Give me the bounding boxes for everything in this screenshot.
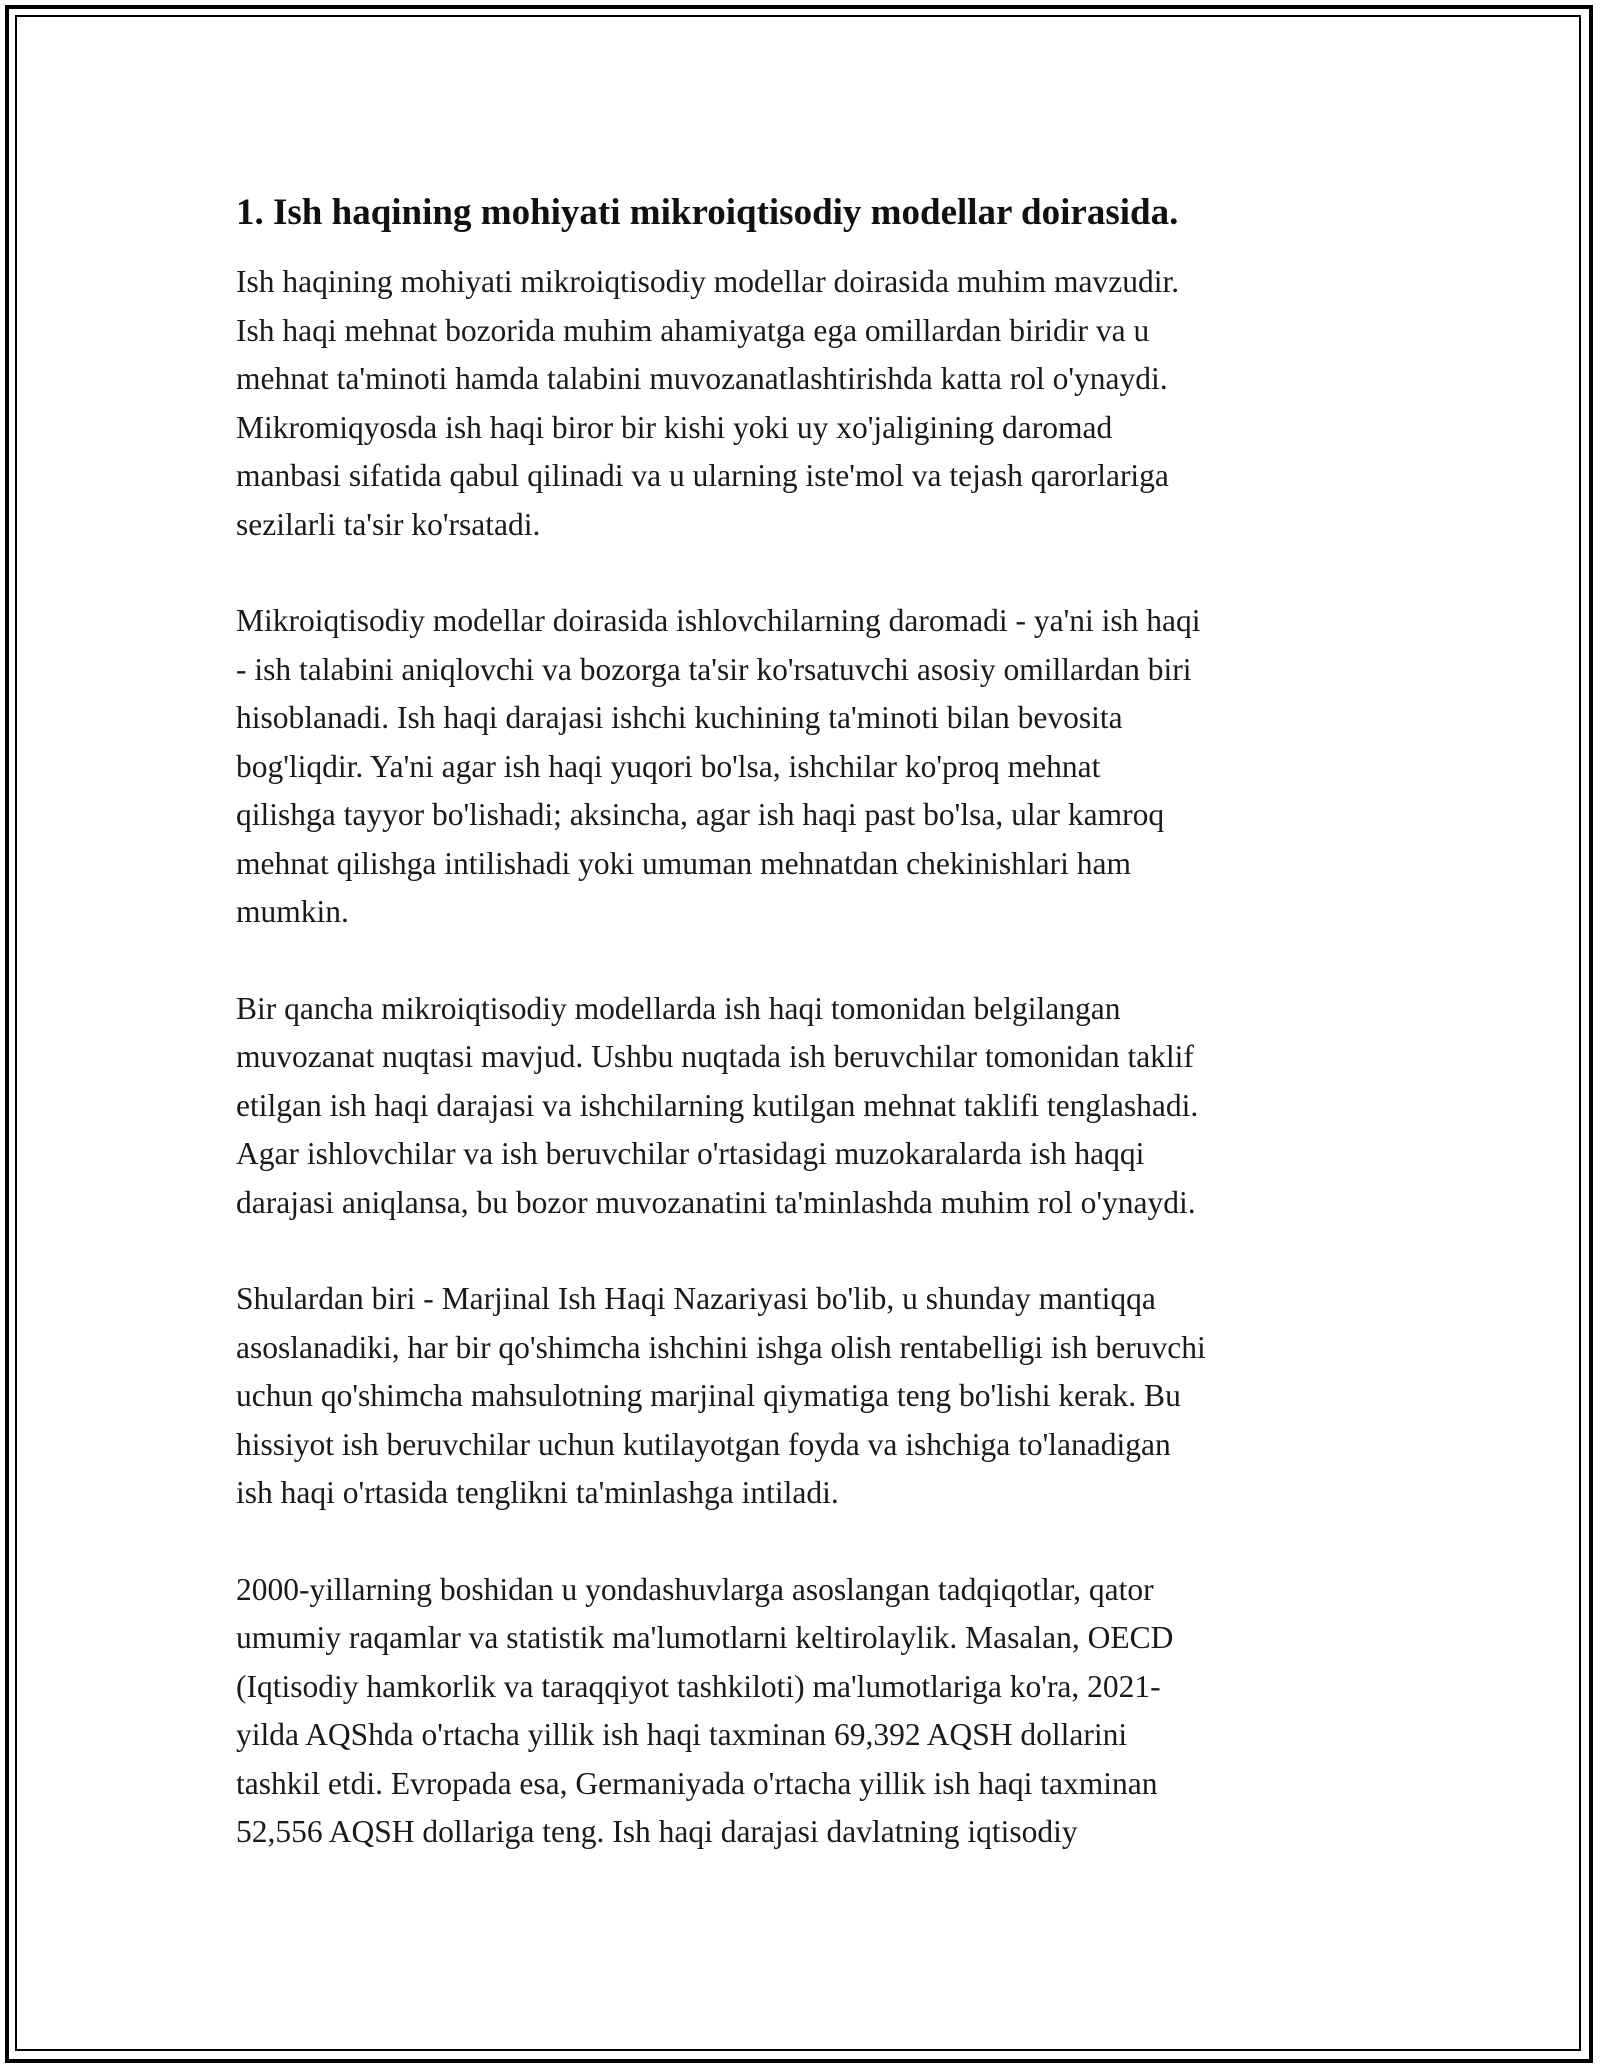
section-heading: 1. Ish haqining mohiyati mikroiqtisodiy modellar doirasida.	[236, 192, 1179, 233]
paragraph-5: 2000-yillarning boshidan u yondashuvlarga asoslangan tadqiqotlar, qator umumiy raqamlar va statistik ma'lumotlarni keltirolaylik. Masalan, OECD (Iqtisodiy hamkorlik va taraqqiyot tashkiloti) ma'lumotlariga ko'ra, 2021- yilda AQShda o'rtacha yillik ish haqi taxminan 69,392 AQSH dollarini tashkil etdi. Evropada esa, Germaniyada o'rtacha yillik ish haqi taxminan 52,556 AQSH dollariga teng. Ish haqi darajasi davlatning iqtisodiy	[236, 1571, 1174, 1849]
document-body	[236, 188, 1376, 1905]
paragraph-2: Mikroiqtisodiy modellar doirasida ishlovchilarning daromadi - ya'ni ish haqi - ish talabini aniqlovchi va bozorga ta'sir ko'rsatuvchi asosiy omillardan biri hisoblanadi. Ish haqi darajasi ishchi kuchining ta'minoti bilan bevosita bog'liqdir. Ya'ni agar ish haqi yuqori bo'lsa, ishchilar ko'proq mehnat qilishga tayyor bo'lishadi; aksincha, agar ish haqi past bo'lsa, ular kamroq mehnat qilishga intilishadi yoki umuman mehnatdan chekinishlari ham mumkin.	[236, 603, 1201, 929]
paragraph-1: Ish haqining mohiyati mikroiqtisodiy modellar doirasida muhim mavzudir. Ish haqi mehnat bozorida muhim ahamiyatga ega omillardan biridir va u mehnat ta'minoti hamda talabini muvozanatlashtirishda katta rol o'ynaydi. Mikromiqyosda ish haqi biror bir kishi yoki uy xo'jaligining daromad manbasi sifatida qabul qilinadi va u ularning iste'mol va tejash qarorlariga sezilarli ta'sir ko'rsatadi.	[236, 264, 1180, 542]
paragraph-4: Shulardan biri - Marjinal Ish Haqi Nazariyasi bo'lib, u shunday mantiqqa asoslanadiki, har bir qo'shimcha ishchini ishga olish rentabelligi ish beruvchi uchun qo'shimcha mahsulotning marjinal qiymatiga teng bo'lishi kerak. Bu hissiyot ish beruvchilar uchun kutilayotgan foyda va ishchiga to'lanadigan ish haqi o'rtasida tenglikni ta'minlashga intiladi.	[236, 1281, 1206, 1510]
paragraph-3: Bir qancha mikroiqtisodiy modellarda ish haqi tomonidan belgilangan muvozanat nuqtasi mavjud. Ushbu nuqtada ish beruvchilar tomonidan taklif etilgan ish haqi darajasi va ishchilarning kutilgan mehnat taklifi tenglashadi. Agar ishlovchilar va ish beruvchilar o'rtasidagi muzokaralarda ish haqqi darajasi aniqlansa, bu bozor muvozanatini ta'minlashda muhim rol o'ynaydi.	[236, 990, 1199, 1220]
